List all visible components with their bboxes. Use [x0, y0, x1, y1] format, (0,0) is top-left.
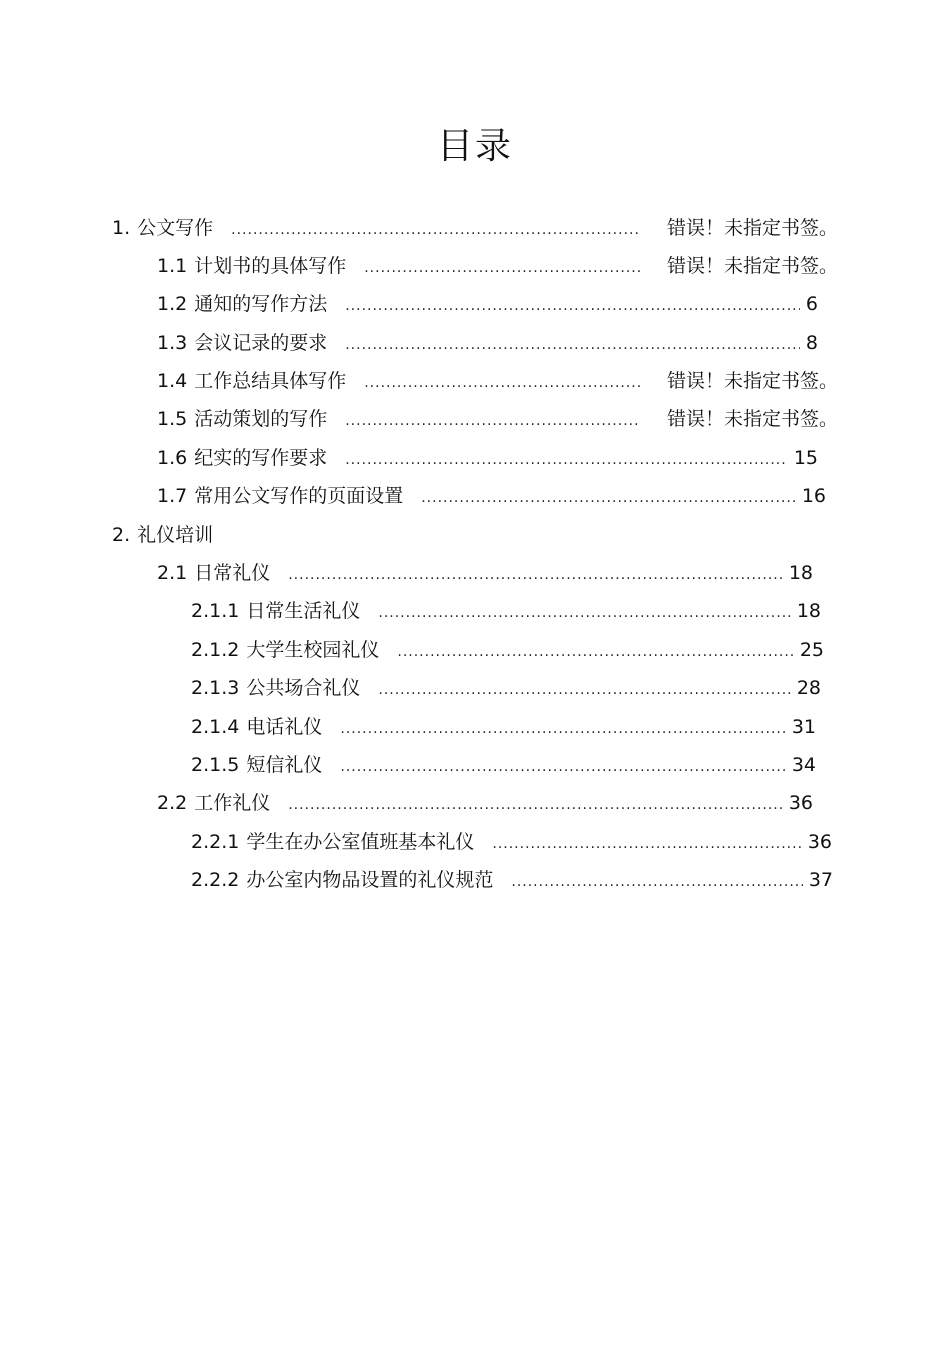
- toc-entry-number: 2.1: [157, 562, 188, 584]
- toc-entry-page: 错误！未指定书签。: [666, 255, 838, 277]
- toc-dot-leader: [364, 255, 641, 281]
- toc-entry[interactable]: [157, 291, 818, 317]
- toc-entry-number: 1.5: [157, 408, 188, 430]
- toc-entry-title: 工作礼仪: [194, 792, 271, 814]
- toc-dot-leader: [397, 639, 793, 665]
- toc-entry-page: 25: [799, 639, 824, 661]
- toc-title: 目录: [436, 126, 513, 167]
- toc-entry[interactable]: [157, 368, 838, 394]
- toc-entry-number: 2.2.2: [191, 869, 240, 891]
- toc-entry-number: 1.4: [157, 370, 188, 392]
- toc-entry-page: 28: [796, 677, 821, 699]
- toc-entry-number: 2.1.5: [191, 754, 240, 776]
- toc-entry-title: 公文写作: [137, 217, 214, 239]
- toc-dot-leader: [364, 370, 641, 396]
- toc-dot-leader: [340, 754, 785, 780]
- toc-entry[interactable]: [112, 215, 838, 241]
- toc-entry-title: 短信礼仪: [246, 754, 323, 776]
- toc-entry-title: 学生在办公室值班基本礼仪: [246, 831, 475, 853]
- toc-entry-number: 2.2.1: [191, 831, 240, 853]
- toc-entry-title: 工作总结具体写作: [194, 370, 347, 392]
- toc-entry[interactable]: [157, 406, 838, 432]
- toc-entry[interactable]: [157, 790, 813, 816]
- toc-dot-leader: [492, 831, 801, 857]
- toc-dot-leader: [288, 792, 783, 818]
- toc-dot-leader: [345, 332, 800, 358]
- toc-entry-number: 1.2: [157, 293, 188, 315]
- toc-entry-title: 办公室内物品设置的礼仪规范: [246, 869, 494, 891]
- toc-entry-number: 1.: [112, 217, 131, 239]
- toc-entry-page: 34: [791, 754, 816, 776]
- toc-entry[interactable]: [157, 330, 818, 356]
- toc-entry-page: 8: [805, 332, 818, 354]
- toc-entry-number: 1.1: [157, 255, 188, 277]
- toc-dot-leader: [345, 408, 641, 434]
- toc-entry-number: 2.1.3: [191, 677, 240, 699]
- toc-entry[interactable]: [191, 867, 833, 893]
- toc-entry-title: 公共场合礼仪: [246, 677, 361, 699]
- toc-entry-title: 会议记录的要求: [194, 332, 328, 354]
- toc-entry[interactable]: [157, 253, 838, 279]
- toc-dot-leader: [340, 716, 785, 742]
- toc-entry-page: 31: [791, 716, 816, 738]
- toc-entry[interactable]: [191, 675, 821, 701]
- toc-entry-title: 纪实的写作要求: [194, 447, 328, 469]
- toc-dot-leader: [511, 869, 802, 895]
- toc-entry-title: 电话礼仪: [246, 716, 323, 738]
- toc-entry-number: 2.1.2: [191, 639, 240, 661]
- toc-entry[interactable]: [157, 560, 813, 586]
- toc-entry-number: 1.3: [157, 332, 188, 354]
- toc-entry-page: 错误！未指定书签。: [666, 408, 838, 430]
- toc-entry-page: 错误！未指定书签。: [666, 370, 838, 392]
- toc-entry-title: 活动策划的写作: [194, 408, 328, 430]
- toc-dot-leader: [288, 562, 783, 588]
- toc-entry-title: 日常生活礼仪: [246, 600, 361, 622]
- toc-dot-leader: [345, 293, 800, 319]
- toc-entry-number: 1.7: [157, 485, 188, 507]
- toc-entry-page: 18: [796, 600, 821, 622]
- toc-entry[interactable]: [112, 522, 213, 548]
- toc-entry-number: 2.1.1: [191, 600, 240, 622]
- toc-entry-page: 37: [808, 869, 833, 891]
- toc-entry-number: 2.1.4: [191, 716, 240, 738]
- toc-entry[interactable]: [191, 637, 824, 663]
- toc-entry-number: 2.: [112, 524, 131, 546]
- toc-entry-page: 36: [807, 831, 832, 853]
- toc-dot-leader: [345, 447, 788, 473]
- toc-entry-page: 6: [805, 293, 818, 315]
- toc-dot-leader: [378, 600, 790, 626]
- toc-entry-page: 36: [788, 792, 813, 814]
- toc-entry-title: 计划书的具体写作: [194, 255, 347, 277]
- toc-entry[interactable]: [191, 714, 816, 740]
- toc-entry-page: 18: [788, 562, 813, 584]
- toc-entry-title: 通知的写作方法: [194, 293, 328, 315]
- toc-entry[interactable]: [157, 483, 826, 509]
- toc-entry[interactable]: [157, 445, 818, 471]
- toc-entry[interactable]: [191, 829, 832, 855]
- toc-entry-page: 15: [793, 447, 818, 469]
- toc-entry-number: 1.6: [157, 447, 188, 469]
- toc-entry-number: 2.2: [157, 792, 188, 814]
- toc-dot-leader: [421, 485, 796, 511]
- toc-entry[interactable]: [191, 598, 821, 624]
- toc-entry-title: 大学生校园礼仪: [246, 639, 380, 661]
- toc-entry-title: 礼仪培训: [137, 524, 214, 546]
- toc-entry-title: 日常礼仪: [194, 562, 271, 584]
- toc-entry[interactable]: [191, 752, 816, 778]
- toc-entry-page: 16: [801, 485, 826, 507]
- toc-dot-leader: [378, 677, 790, 703]
- toc-dot-leader: [231, 217, 641, 243]
- toc-entry-page: 错误！未指定书签。: [666, 217, 838, 239]
- toc-entry-title: 常用公文写作的页面设置: [194, 485, 404, 507]
